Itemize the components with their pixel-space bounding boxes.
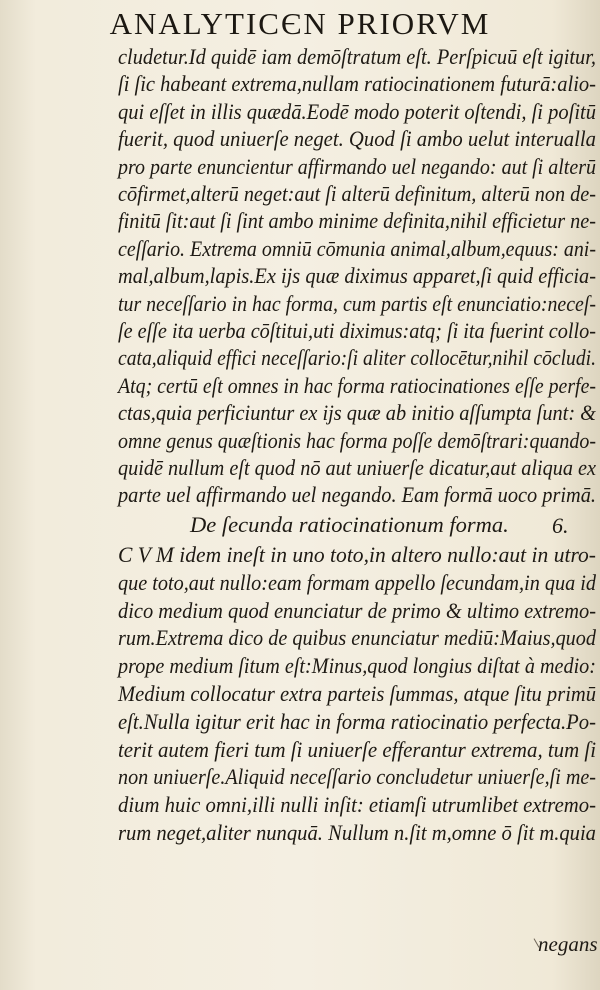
text-line: quidē nullum eſt quod nō aut uniuerſe dicatur,aut aliqua ex [118, 455, 596, 480]
text-line: rum neget,aliter nunquā. Nullum n.ſit m,omne ō ſit m.quia [118, 820, 596, 845]
text-line: prope medium ſitum eſt:Minus,quod longius diſtat à medio: [118, 653, 596, 679]
text-line: ceſſario. Extrema omniū cōmunia animal,album,equus: ani- [118, 235, 596, 261]
text-line: omne genus quæſtionis hac forma poſſe demōſtrari:quando- [118, 427, 596, 453]
text-line: pro parte enuncientur affirmando uel negando: aut ſi alterū [118, 153, 596, 179]
text-line: Atq; certū eſt omnes in hac forma ratiocinationes eſſe perfe- [118, 372, 596, 398]
text-line: ſi ſic habeant extrema,nullam ratiocinationem futurā:alio- [118, 71, 596, 97]
catchword: negans [538, 932, 598, 956]
text-line: que toto,aut nullo:eam formam appello ſecundam,in qua id [118, 569, 596, 595]
text-line: parte uel affirmando uel negando. Eam formā uoco primā. [118, 482, 596, 508]
text-line: tur neceſſario in hac forma, cum partis eſt enunciatio:neceſ- [118, 290, 596, 316]
text-line: dico medium quod enunciatur de primo & ultimo extremo- [118, 597, 596, 623]
text-line: fuerit, quod uniuerſe neget. Quod ſi ambo uelut interualla [118, 126, 596, 152]
section-number: 6. [552, 513, 569, 538]
text-line: dium huic omni,illi nulli inſit: etiamſi utrumlibet extremo- [118, 792, 596, 818]
text-line: Medium collocatur extra parteis ſummas, atque ſitu primū [118, 681, 596, 706]
text-line: rum.Extrema dico de quibus enunciatur mediū:Maius,quod [118, 625, 596, 651]
text-line: ctas,quia perficiuntur ex ijs quæ ab initio aſſumpta ſunt: & [118, 400, 596, 426]
text-line: finitū ſit:aut ſi ſint ambo minime definita,nihil efficietur ne- [118, 208, 596, 234]
text-line: terit autem fieri tum ſi uniuerſe efferantur extrema, tum ſi [118, 736, 596, 762]
text-line: cludetur.Id quidē iam demōſtratum eſt. Perſpicuū eſt igitur, [118, 44, 596, 69]
text-line: C V M idem ineſt in uno toto,in altero nullo:aut in utro- [118, 542, 596, 567]
text-line: cōfirmet,alterū neget:aut ſi alterū definitum, alterū non de- [118, 181, 596, 206]
text-line: cata,aliquid effici neceſſario:ſi aliter collocētur,nihil cōcludi. [118, 345, 596, 371]
running-head: ANALYTICЄN PRIORVM [109, 6, 491, 41]
text-line: mal,album,lapis.Ex ijs quæ diximus apparet,ſi quid efficia- [118, 263, 596, 289]
text-line: qui eſſet in illis quædā.Eodē modo poterit oſtendi, ſi poſitū [118, 98, 596, 124]
text-line: eſt.Nulla igitur erit hac in forma ratiocinatio perfecta.Po- [118, 708, 596, 734]
text-line: ſe eſſe ita uerba cōſtitui,uti diximus:atq; ſi ita fuerint collo- [118, 318, 596, 343]
text-line: non uniuerſe.Aliquid neceſſario concludetur uniuerſe,ſi me- [118, 764, 596, 790]
section-heading: De ſecunda ratiocinationum forma. [190, 512, 509, 537]
